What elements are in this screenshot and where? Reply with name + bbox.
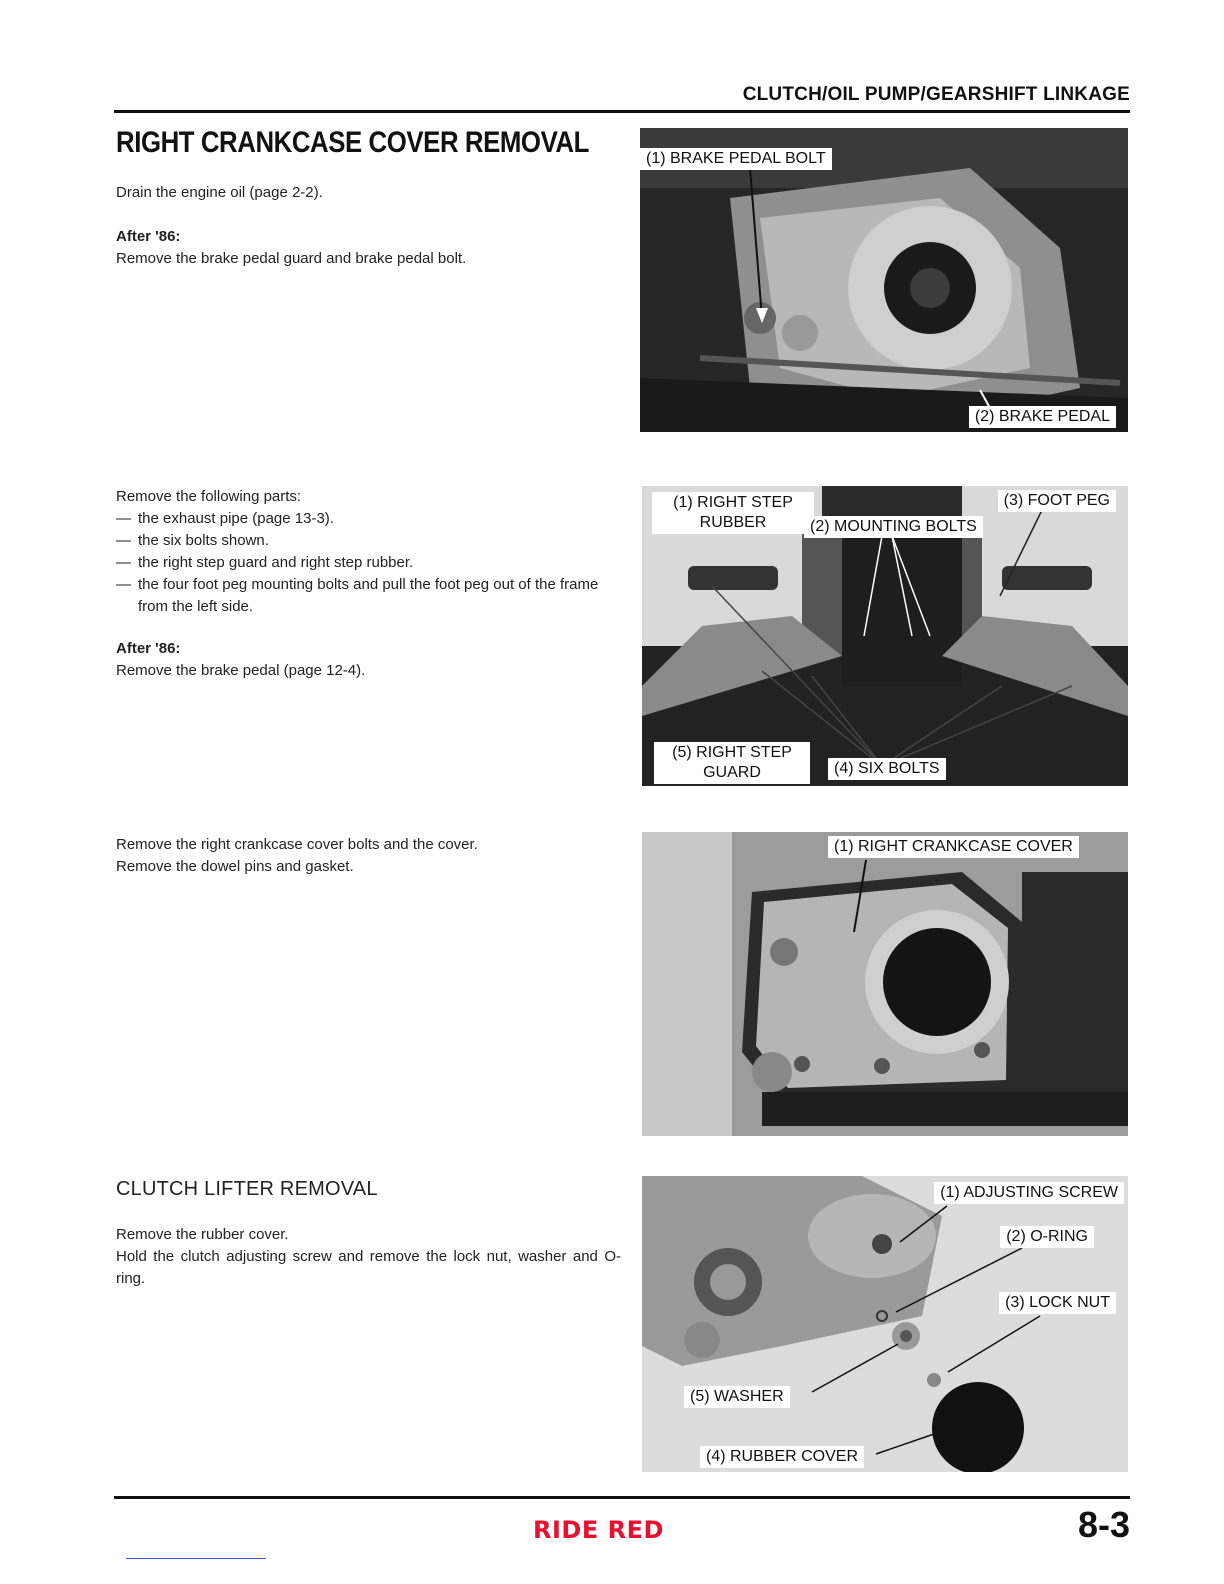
parts-list [116,508,621,618]
callout-mounting-bolts: (2) MOUNTING BOLTS [804,516,983,538]
callout-o-ring: (2) O-RING [1000,1226,1094,1248]
callout-rubber-cover: (4) RUBBER COVER [700,1446,864,1468]
callout-foot-peg: (3) FOOT PEG [998,490,1116,512]
after-86-label: After '86: [116,228,181,245]
engine-photo-3 [642,832,1128,1136]
list-item: — the exhaust pipe (page 13-3). [116,508,621,530]
engine-photo-1 [640,128,1128,432]
cover-bolts-text: Remove the right crankcase cover bolts and the cover. [116,836,478,853]
callout-right-step-rubber: (1) RIGHT STEP RUBBER [652,492,814,534]
engine-photo-4 [642,1176,1128,1472]
parts-intro: Remove the following parts: [116,488,302,505]
list-item: — the six bolts shown. [116,530,621,552]
clutch-lifter-heading: CLUTCH LIFTER REMOVAL [116,1178,378,1200]
rubber-cover-text: Remove the rubber cover. [116,1226,289,1243]
photo-foot-peg [642,486,1128,786]
callout-right-step-guard: (5) RIGHT STEP GUARD [654,742,810,784]
dowel-pins-text: Remove the dowel pins and gasket. [116,858,354,875]
footer-brand-logo: RIDE RED [533,1516,664,1544]
brake-pedal-text: Remove the brake pedal (page 12-4). [116,662,366,679]
callout-brake-pedal: (2) BRAKE PEDAL [969,406,1116,428]
brake-guard-text: Remove the brake pedal guard and brake pedal bolt. [116,250,467,267]
bottom-divider [114,1496,1130,1499]
top-divider [114,110,1130,113]
scan-artifact-line [126,1558,266,1559]
callout-six-bolts: (4) SIX BOLTS [828,758,946,780]
adjusting-screw-text: Hold the clutch adjusting screw and remove the lock nut, washer and O-ring. [116,1248,621,1287]
callout-lock-nut: (3) LOCK NUT [999,1292,1116,1314]
callout-adjusting-screw: (1) ADJUSTING SCREW [934,1182,1124,1204]
drain-oil-text: Drain the engine oil (page 2-2). [116,184,323,201]
callout-right-crankcase-cover: (1) RIGHT CRANKCASE COVER [828,836,1079,858]
callout-brake-pedal-bolt: (1) BRAKE PEDAL BOLT [640,148,832,170]
list-item: — the right step guard and right step rubber. [116,552,621,574]
photo-crankcase-cover [642,832,1128,1136]
section-title: RIGHT CRANKCASE COVER REMOVAL [116,126,589,159]
photo-brake-pedal [640,128,1128,432]
callout-washer: (5) WASHER [684,1386,790,1408]
after-86-label-2: After '86: [116,640,181,657]
parts-list-block [116,486,621,618]
photo-clutch-lifter [642,1176,1128,1472]
running-header: CLUTCH/OIL PUMP/GEARSHIFT LINKAGE [742,84,1130,105]
page-number: 8-3 [1077,1504,1130,1545]
list-item: — the four foot peg mounting bolts and pull the foot peg out of the frame from the left side. [116,574,621,618]
